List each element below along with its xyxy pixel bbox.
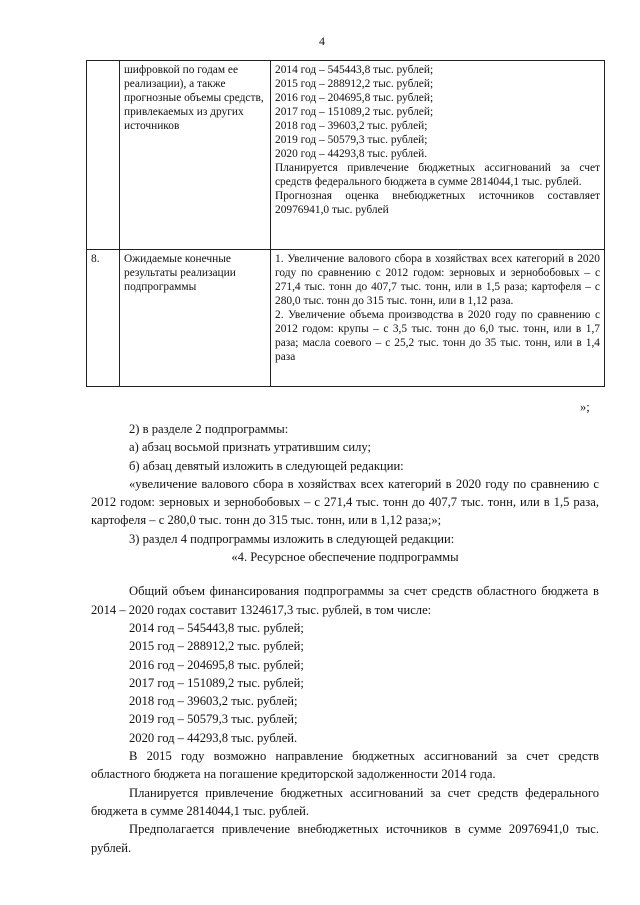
year-line: 2015 год – 288912,2 тыс. рублей; [129,639,304,654]
row-number-cell: 8. [87,250,120,387]
result-item: 1. Увеличение валового сбора в хозяйствах всех категорий в 2020 году по сравнению с 2012 годом: зерновых и зернобобовых – с 271,4 тыс. тонн до 407,7 тыс. тонн, или в 1,5 раза; картофеля – с 280,0 тыс. тонн до 315 тыс. тонн, или в 1,12 раза. [275,253,600,307]
passport-table [86,60,605,387]
paragraph: 2) в разделе 2 подпрограммы: [129,422,289,436]
year-line: 2020 год – 44293,8 тыс. рублей. [129,730,298,745]
paragraph: Предполагается привлечение внебюджетных источников в сумме 20976941,0 тыс. рублей. [91,822,599,855]
row-content-cell [271,250,605,387]
section-heading: «4. Ресурсное обеспечение подпрограммы [231,550,459,565]
year-line: 2018 год – 39603,2 тыс. рублей; [275,120,428,132]
federal-funding-text: Планируется привлечение бюджетных ассигнований за счет средств федерального бюджета в сумме 2814044,1 тыс. рублей. [275,162,600,188]
year-line: 2017 год – 151089,2 тыс. рублей; [275,106,434,118]
year-line: 2016 год – 204695,8 тыс. рублей; [275,92,434,104]
year-line: 2014 год – 545443,8 тыс. рублей; [275,64,434,76]
paragraph: «увеличение валового сбора в хозяйствах всех категорий в 2020 году по сравнению с 2012 годом: зерновых и зернобобовых – с 271,4 тыс. тонн до 407,7 тыс. тонн, или в 1,5 раза, картофеля – с 280,0 тыс. тонн до 315 тыс. тонн, или в 1,12 раза;»; [91,476,599,528]
row-content-cell [271,61,605,250]
year-line: 2014 год – 545443,8 тыс. рублей; [129,620,304,635]
closing-quote: »; [580,400,590,414]
row-name-cell: шифровкой по годам ее реализации), а также прогнозные объемы средств, привлекаемых из других источников [120,61,271,250]
paragraph: 3) раздел 4 подпрограммы изложить в следующей редакции: [129,531,455,546]
offbudget-funding-text: Прогнозная оценка внебюджетных источников составляет 20976941,0 тыс. рублей [275,190,600,216]
paragraph: б) абзац девятый изложить в следующей редакции: [129,458,404,473]
body-text [91,420,599,857]
result-item: 2. Увеличение объема производства в 2020 году по сравнению с 2012 годом: крупы – с 3,5 тыс. тонн до 6,0 тыс. тонн, или в 1,7 раза; масла соевого – с 25,2 тыс. тонн до 35 тыс. тонн, или в 1,4 раза [275,309,600,363]
paragraph: Общий объем финансирования подпрограммы за счет средств областного бюджета в 2014 – 2020 годах составит 1324617,3 тыс. рублей, в том числе: [91,584,599,617]
page-number: 4 [319,34,325,48]
paragraph: В 2015 году возможно направление бюджетных ассигнований за счет средств областного бюджета на погашение кредиторской задолженности 2014 года. [91,749,599,782]
year-line: 2016 год – 204695,8 тыс. рублей; [129,657,304,672]
year-line: 2018 год – 39603,2 тыс. рублей; [129,694,298,709]
row-number-cell [87,61,120,250]
year-line: 2020 год – 44293,8 тыс. рублей. [275,148,428,160]
table-row [87,61,605,250]
year-line: 2015 год – 288912,2 тыс. рублей; [275,78,434,90]
year-line: 2019 год – 50579,3 тыс. рублей; [275,134,428,146]
year-line: 2019 год – 50579,3 тыс. рублей; [129,712,298,727]
paragraph: Планируется привлечение бюджетных ассигнований за счет средств федерального бюджета в сумме 2814044,1 тыс. рублей. [91,785,599,818]
table-row [87,250,605,387]
paragraph: а) абзац восьмой признать утратившим силу; [129,440,371,455]
year-line: 2017 год – 151089,2 тыс. рублей; [129,675,304,690]
row-name-cell: Ожидаемые конечные результаты реализации подпрограммы [120,250,271,387]
